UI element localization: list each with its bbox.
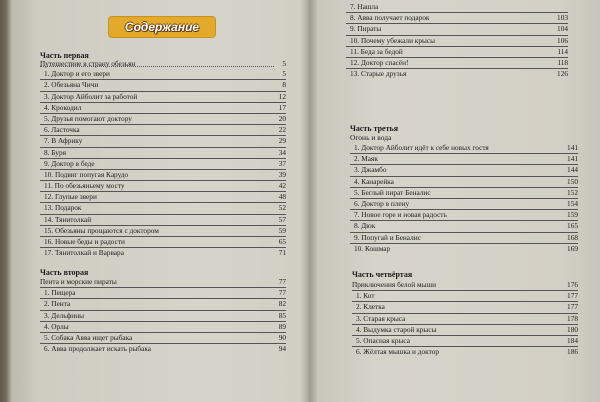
toc-row bbox=[352, 291, 578, 302]
part3-list bbox=[350, 143, 578, 254]
page-number: 159 bbox=[567, 210, 578, 220]
part2-list bbox=[40, 277, 286, 354]
page-number: 5 bbox=[282, 69, 286, 79]
toc-row bbox=[350, 165, 578, 176]
page-number: 65 bbox=[278, 237, 286, 246]
part4-subheading-row bbox=[352, 280, 578, 291]
toc-row bbox=[40, 103, 286, 114]
page-number: 42 bbox=[278, 181, 286, 191]
part1-subheading: Путешествие в страну обезьян bbox=[40, 59, 136, 68]
toc-label: 6. Доктор в плену bbox=[354, 198, 410, 208]
page-number: 178 bbox=[567, 313, 578, 323]
toc-label: 10. Подвиг попугая Карудо bbox=[44, 169, 129, 179]
part4-heading: Часть четвёртая bbox=[352, 270, 413, 279]
toc-row bbox=[40, 333, 286, 344]
toc-label: 17. Тянитолкай и Варвара bbox=[44, 248, 124, 258]
toc-row bbox=[350, 233, 578, 244]
part1-subheading-row bbox=[40, 59, 286, 69]
toc-label: 8. Буря bbox=[44, 147, 66, 157]
toc-row bbox=[40, 170, 286, 181]
toc-label: 3. Дельфины bbox=[44, 310, 85, 320]
page-number: 104 bbox=[557, 24, 568, 34]
page-number: 144 bbox=[567, 165, 578, 175]
toc-label: 3. Доктор Айболит за работой bbox=[44, 91, 138, 101]
page-number: 114 bbox=[557, 46, 568, 56]
left-page bbox=[14, 0, 304, 402]
toc-label: 7. Нашла bbox=[350, 2, 379, 11]
page-number: 52 bbox=[278, 203, 286, 213]
toc-row bbox=[352, 325, 578, 336]
page-number: 90 bbox=[278, 332, 286, 342]
part3-heading: Часть третья bbox=[350, 124, 399, 133]
part1-list bbox=[40, 59, 286, 258]
toc-label: 4. Орлы bbox=[44, 321, 69, 331]
toc-label: 11. Беда за бедой bbox=[350, 46, 403, 56]
part4-list bbox=[352, 280, 578, 357]
page-number: 22 bbox=[278, 125, 286, 135]
page-number: 168 bbox=[567, 232, 578, 242]
toc-row bbox=[346, 2, 568, 13]
toc-label: 6. Ласточка bbox=[44, 125, 80, 135]
part2-subheading-row bbox=[40, 277, 286, 288]
toc-label: 3. Старая крыса bbox=[356, 313, 406, 323]
toc-label: 9. Попугай и Беналис bbox=[354, 232, 421, 242]
page-number: 103 bbox=[557, 13, 568, 23]
toc-label: 8. Дюк bbox=[354, 221, 376, 231]
toc-row bbox=[350, 143, 578, 154]
page-number: 180 bbox=[567, 324, 578, 334]
toc-row bbox=[350, 177, 578, 188]
toc-label: 16. Новые беды и радости bbox=[44, 237, 125, 246]
toc-label: 8. Авва получает подарок bbox=[350, 13, 430, 23]
page-number: 5 bbox=[282, 59, 286, 68]
page-number: 37 bbox=[278, 158, 286, 168]
page-number: 177 bbox=[567, 302, 578, 312]
toc-row bbox=[346, 24, 568, 35]
toc-row bbox=[40, 148, 286, 159]
page-number: 57 bbox=[278, 214, 286, 224]
toc-label: 12. Доктор спасён! bbox=[350, 57, 409, 67]
page-number: 186 bbox=[567, 347, 578, 357]
toc-label: 1. Доктор Айболит идёт к себе новых гостя bbox=[354, 143, 489, 152]
page-number: 89 bbox=[278, 321, 286, 331]
toc-label: 7. В Африку bbox=[44, 136, 83, 146]
toc-row bbox=[40, 311, 286, 322]
toc-label: 14. Тянитолкай bbox=[44, 214, 92, 224]
page-number: 71 bbox=[278, 248, 286, 258]
page-number: 150 bbox=[567, 176, 578, 186]
page-number: 85 bbox=[278, 310, 286, 320]
part3-subheading: Огонь и вода bbox=[350, 133, 392, 142]
toc-label: 10. Почему убежали крысы bbox=[350, 35, 436, 45]
toc-label: 1. Пещера bbox=[44, 288, 76, 298]
toc-row bbox=[40, 344, 286, 354]
toc-row bbox=[346, 36, 568, 47]
page-number: 169 bbox=[567, 243, 578, 253]
toc-label: 1. Кот bbox=[356, 291, 375, 301]
toc-row bbox=[352, 314, 578, 325]
page-number: 177 bbox=[567, 291, 578, 301]
toc-row bbox=[352, 336, 578, 347]
toc-row bbox=[346, 69, 568, 79]
toc-row bbox=[40, 114, 286, 125]
contents-title: Содержание bbox=[124, 20, 200, 34]
toc-label: 7. Новое горе и новая радость bbox=[354, 210, 447, 220]
toc-row bbox=[40, 80, 286, 91]
toc-row bbox=[40, 322, 286, 333]
toc-row bbox=[40, 69, 286, 80]
toc-row bbox=[40, 203, 286, 214]
toc-label: 10. Кошмар bbox=[354, 243, 391, 253]
page-number: 59 bbox=[278, 225, 286, 235]
page-number: 34 bbox=[278, 147, 286, 157]
toc-label: 5. Опасная крыса bbox=[356, 335, 410, 345]
toc-row bbox=[350, 221, 578, 232]
toc-label: 11. По обезьяньему мосту bbox=[44, 181, 125, 191]
page-number: 184 bbox=[567, 335, 578, 345]
toc-row bbox=[40, 125, 286, 136]
page-number: 8 bbox=[282, 80, 286, 90]
toc-label: 9. Доктор в беде bbox=[44, 158, 95, 168]
part1-heading: Часть первая bbox=[40, 51, 89, 60]
toc-label: 5. Беглый пират Беналис bbox=[354, 187, 431, 197]
part2-subheading: Пента и морские пираты bbox=[40, 277, 117, 286]
toc-label: 5. Друзья помогают доктору bbox=[44, 113, 132, 123]
toc-label: 2. Маяк bbox=[354, 154, 378, 164]
page-number: 126 bbox=[557, 69, 568, 79]
toc-row bbox=[350, 210, 578, 221]
toc-row bbox=[346, 58, 568, 69]
page-number: 82 bbox=[278, 299, 286, 309]
page-number: 17 bbox=[278, 102, 286, 112]
toc-label: 13. Подарок bbox=[44, 203, 82, 213]
toc-label: 5. Собака Авва ищет рыбака bbox=[44, 332, 133, 342]
page-number: 141 bbox=[567, 154, 578, 164]
toc-row bbox=[40, 288, 286, 299]
page-number: 39 bbox=[278, 169, 286, 179]
toc-label: 4. Крокодил bbox=[44, 102, 82, 112]
page-number: 94 bbox=[278, 344, 286, 354]
toc-row bbox=[352, 302, 578, 313]
part2-heading: Часть вторая bbox=[40, 268, 89, 277]
toc-label: 3. Джамбо bbox=[354, 165, 387, 175]
toc-row bbox=[40, 181, 286, 192]
toc-label: 2. Клетка bbox=[356, 302, 385, 312]
toc-row bbox=[40, 136, 286, 147]
page-number: 77 bbox=[278, 288, 286, 298]
toc-row bbox=[40, 192, 286, 203]
toc-label: 4. Выдумка старой крысы bbox=[356, 324, 437, 334]
page-number: 176 bbox=[567, 280, 578, 289]
toc-row bbox=[350, 154, 578, 165]
page-number: 77 bbox=[278, 277, 286, 286]
part4-subheading: Приключения белой мыши bbox=[352, 280, 436, 289]
page-number: 29 bbox=[278, 136, 286, 146]
toc-label: 6. Авва продолжает искать рыбака bbox=[44, 344, 151, 354]
toc-row bbox=[40, 92, 286, 103]
page-number: 106 bbox=[557, 35, 568, 45]
page-number: 48 bbox=[278, 192, 286, 202]
toc-row bbox=[40, 215, 286, 226]
toc-label: 1. Доктор и его звери bbox=[44, 69, 110, 79]
part2-continued-list bbox=[346, 2, 568, 79]
toc-row bbox=[350, 199, 578, 210]
page-number: 118 bbox=[557, 57, 568, 67]
toc-row bbox=[350, 188, 578, 199]
right-page bbox=[318, 0, 600, 402]
toc-row bbox=[346, 47, 568, 58]
toc-label: 2. Пента bbox=[44, 299, 71, 309]
toc-label: 6. Жёлтая мышка и доктор bbox=[356, 347, 439, 357]
toc-row bbox=[40, 248, 286, 258]
toc-row bbox=[346, 13, 568, 24]
toc-row bbox=[352, 347, 578, 357]
toc-row bbox=[40, 237, 286, 248]
toc-label: 2. Обезьяна Чичи bbox=[44, 80, 99, 90]
page-number: 141 bbox=[567, 143, 578, 152]
toc-row bbox=[40, 299, 286, 310]
toc-row bbox=[40, 159, 286, 170]
toc-label: 15. Обезьяны прощаются с доктором bbox=[44, 225, 159, 235]
toc-label: 9. Пираты bbox=[350, 24, 382, 34]
contents-title-banner bbox=[109, 17, 215, 37]
page-number: 12 bbox=[278, 91, 286, 101]
page-number: 20 bbox=[278, 113, 286, 123]
toc-label: 4. Канарейка bbox=[354, 176, 394, 186]
page-number: 165 bbox=[567, 221, 578, 231]
page-number: 152 bbox=[567, 187, 578, 197]
toc-row bbox=[350, 244, 578, 254]
page-number: 154 bbox=[567, 198, 578, 208]
toc-label: 13. Старые друзья bbox=[350, 69, 407, 79]
toc-row bbox=[40, 226, 286, 237]
toc-label: 12. Глупые звери bbox=[44, 192, 97, 202]
